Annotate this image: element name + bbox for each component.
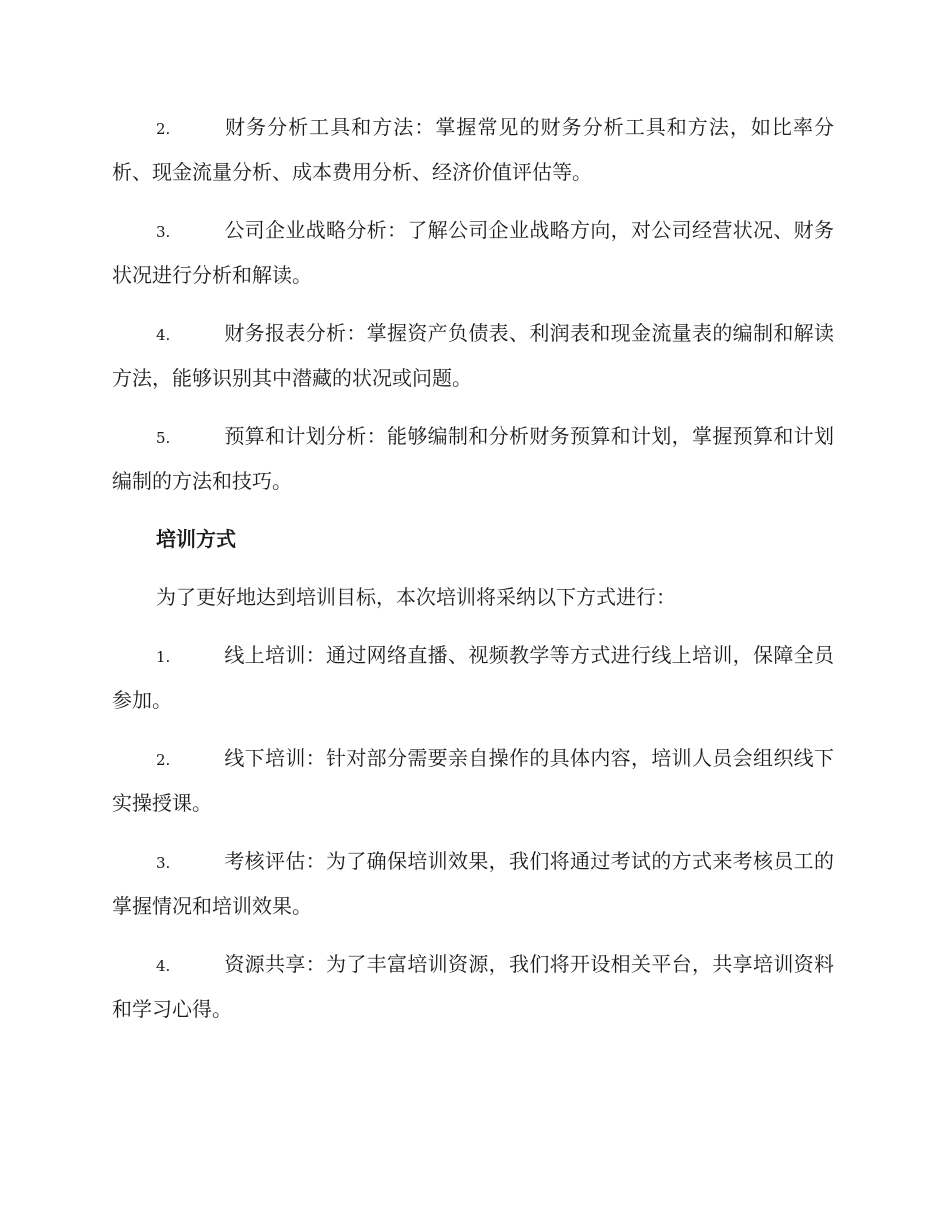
list-item-text: 公司企业战略分析：了解公司企业战略方向，对公司经营状况、财务状况进行分析和解读。 [112, 218, 834, 287]
list-item [112, 106, 834, 194]
list-item-number: 2. [156, 120, 171, 138]
list-item-text: 线下培训：针对部分需要亲自操作的具体内容，培训人员会组织线下实操授课。 [112, 746, 834, 815]
list-item-number: 1. [156, 648, 171, 666]
section-intro: 为了更好地达到培训目标，本次培训将采纳以下方式进行： [156, 585, 676, 609]
list-item [112, 634, 834, 722]
list-item [112, 415, 834, 503]
section-heading: 培训方式 [156, 527, 236, 551]
list-item [112, 209, 834, 297]
list-item-number: 5. [156, 429, 171, 447]
list-item-text: 资源共享：为了丰富培训资源，我们将开设相关平台，共享培训资料和学习心得。 [112, 952, 834, 1021]
list-item [112, 943, 834, 1031]
list-item-text: 线上培训：通过网络直播、视频教学等方式进行线上培训，保障全员参加。 [112, 643, 834, 712]
list-item-text: 财务分析工具和方法：掌握常见的财务分析工具和方法，如比率分析、现金流量分析、成本费用分析、经济价值评估等。 [112, 115, 834, 184]
list-item [112, 840, 834, 928]
list-item-number: 2. [156, 751, 171, 769]
list-item-number: 4. [156, 326, 171, 344]
list-item-number: 3. [156, 854, 171, 872]
list-item-text: 预算和计划分析：能够编制和分析财务预算和计划，掌握预算和计划编制的方法和技巧。 [112, 424, 834, 493]
list-item-number: 4. [156, 957, 171, 975]
list-item-text: 考核评估：为了确保培训效果，我们将通过考试的方式来考核员工的掌握情况和培训效果。 [112, 849, 834, 918]
list-item-text: 财务报表分析：掌握资产负债表、利润表和现金流量表的编制和解读方法，能够识别其中潜藏的状况或问题。 [112, 321, 834, 390]
document-body [112, 106, 834, 1046]
list-item-number: 3. [156, 223, 171, 241]
list-item [112, 737, 834, 825]
list-item [112, 312, 834, 400]
